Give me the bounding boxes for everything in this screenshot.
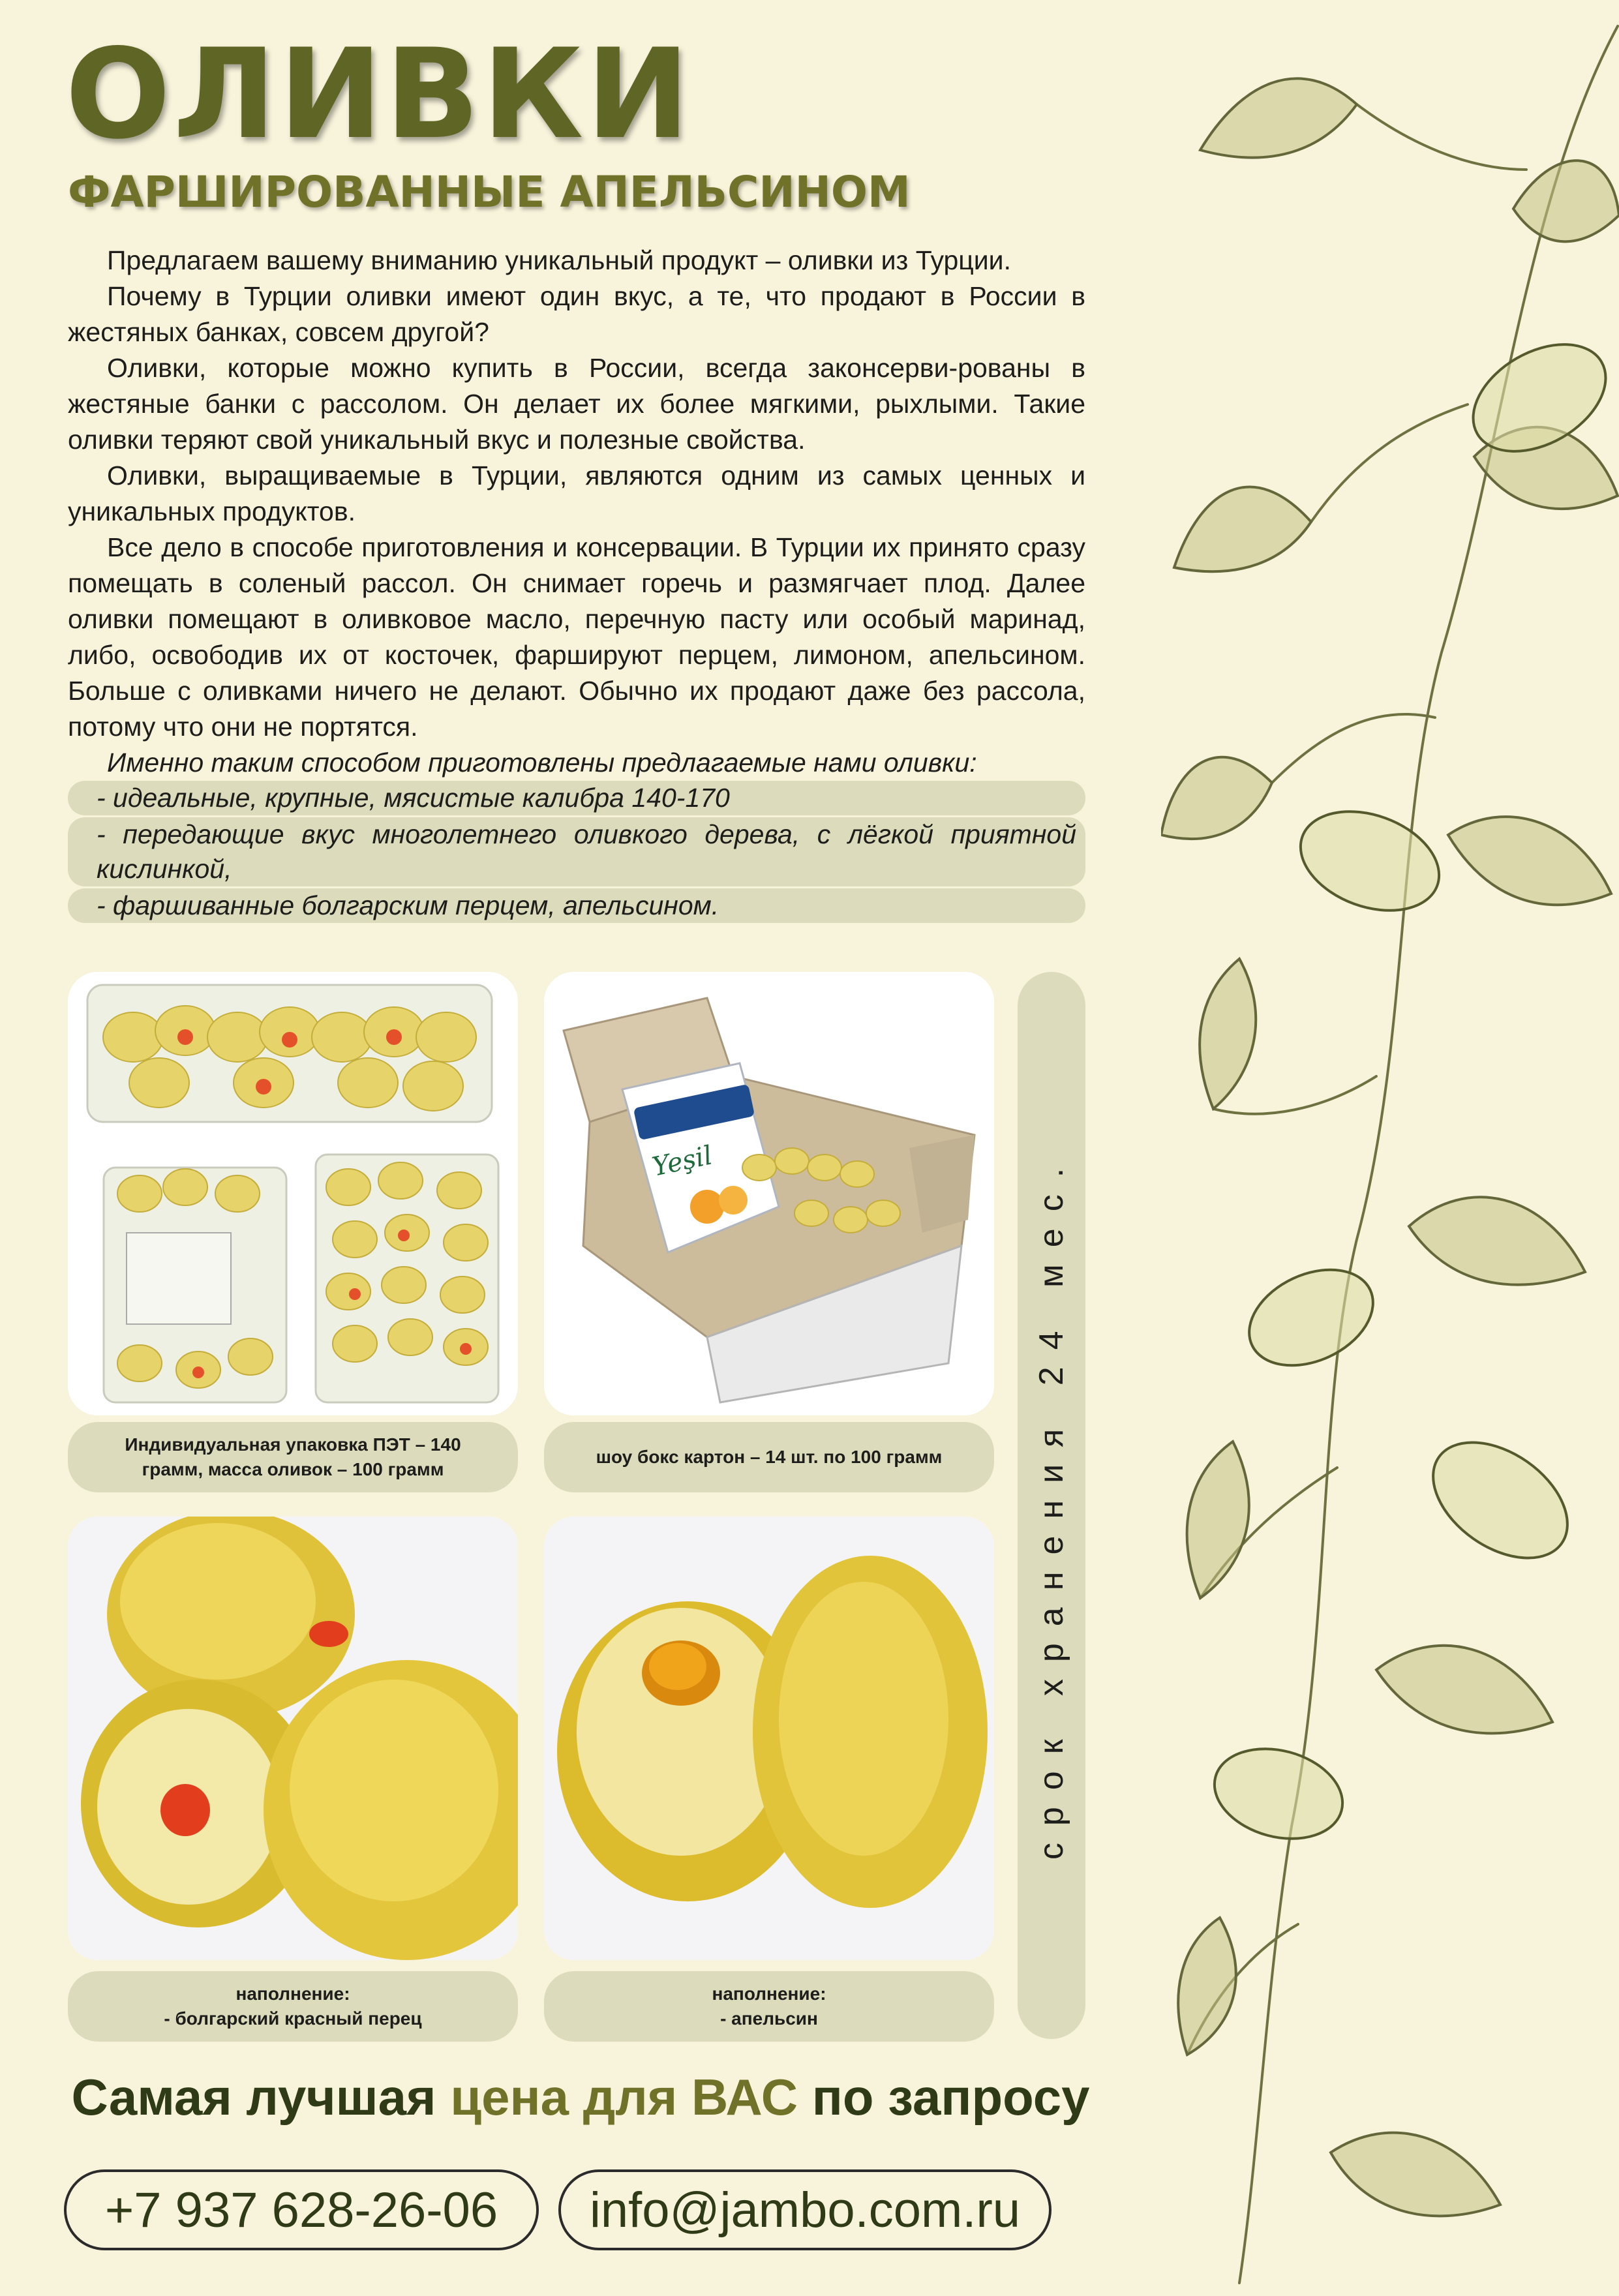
paragraph: Предлагаем вашему вниманию уникальный продукт – оливки из Турции.: [107, 245, 1011, 275]
pepper-olives-illustration: [68, 1517, 518, 1960]
show-box-caption: [544, 1422, 994, 1492]
description-text: [68, 243, 1085, 925]
orange-olives-photo: [544, 1517, 994, 1960]
feature-list: [68, 781, 1085, 923]
olive-branch-illustration: [1161, 0, 1619, 2296]
packaging-illustration: [68, 972, 518, 1415]
shelf-life-text: срок хранения 24 мес.: [1033, 1151, 1070, 1860]
pepper-olives-photo: [68, 1517, 518, 1960]
show-box-illustration: [544, 972, 994, 1415]
cta-part2: по запросу: [798, 2068, 1090, 2126]
packaging-caption: [68, 1422, 518, 1492]
price-call-to-action: [0, 2068, 1161, 2126]
email-link[interactable]: [558, 2169, 1052, 2250]
pepper-filling-label: наполнение:: [235, 1984, 350, 2004]
show-box-photo: [544, 972, 994, 1415]
feature-item: - фаршиванные болгарским перцем, апельсином.: [68, 888, 1085, 923]
email-address[interactable]: info@jambo.com.ru: [589, 2182, 1021, 2238]
package-label: Yeşil: [649, 1140, 716, 1183]
pepper-filling-value: - болгарский красный перец: [164, 2008, 422, 2029]
show-box-caption-text: шоу бокс картон – 14 шт. по 100 грамм: [596, 1447, 943, 1467]
page-title: ОЛИВКИ: [65, 22, 693, 166]
page-subtitle: ФАРШИРОВАННЫЕ АПЕЛЬСИНОМ: [68, 167, 911, 217]
orange-olives-illustration: [544, 1517, 994, 1960]
intro-line: Именно таким способом приготовлены предлагаемые нами оливки:: [107, 748, 977, 778]
packaging-caption-text: Индивидуальная упаковка ПЭТ – 140 грамм, масса оливок – 100 грамм: [125, 1434, 461, 1479]
paragraph: Оливки, выращиваемые в Турции, являются одним из самых ценных и уникальных продуктов.: [68, 461, 1085, 526]
orange-filling-caption: [544, 1971, 994, 2042]
cta-accent: цена для ВАС: [450, 2068, 798, 2126]
cta-part1: Самая лучшая: [71, 2068, 451, 2126]
paragraph: Все дело в способе приготовления и консервации. В Турции их принято сразу помещать в соленый рассол. Он снимает горечь и размягчает плод. Далее оливки помещают в оливковое масло, перечную пасту или особый маринад, либо, освободив их от косточек, фаршируют перцем, лимоном, апельсином. Больше с оливками ничего не делают. Обычно их продают даже без рассола, потому что они не портятся.: [68, 532, 1085, 742]
orange-filling-value: - апельсин: [720, 2008, 818, 2029]
feature-item: - идеальные, крупные, мясистые калибра 140-170: [68, 781, 1085, 815]
feature-item: - передающие вкус многолетнего оливкого дерева, с лёгкой приятной кислинкой,: [68, 817, 1085, 886]
pepper-filling-caption: [68, 1971, 518, 2042]
phone-link[interactable]: [64, 2169, 539, 2250]
orange-filling-label: наполнение:: [712, 1984, 826, 2004]
packaging-photo: [68, 972, 518, 1415]
paragraph: Оливки, которые можно купить в России, всегда законсерви-рованы в жестяные банки с рассолом. Он делает их более мягкими, рыхлыми. Такие оливки теряют свой уникальный вкус и полезные свойства.: [68, 353, 1085, 455]
shelf-life-bar: [1018, 972, 1085, 2039]
phone-number[interactable]: +7 937 628-26-06: [104, 2182, 498, 2238]
paragraph: Почему в Турции оливки имеют один вкус, а те, что продают в России в жестяных банках, совсем другой?: [68, 281, 1085, 347]
